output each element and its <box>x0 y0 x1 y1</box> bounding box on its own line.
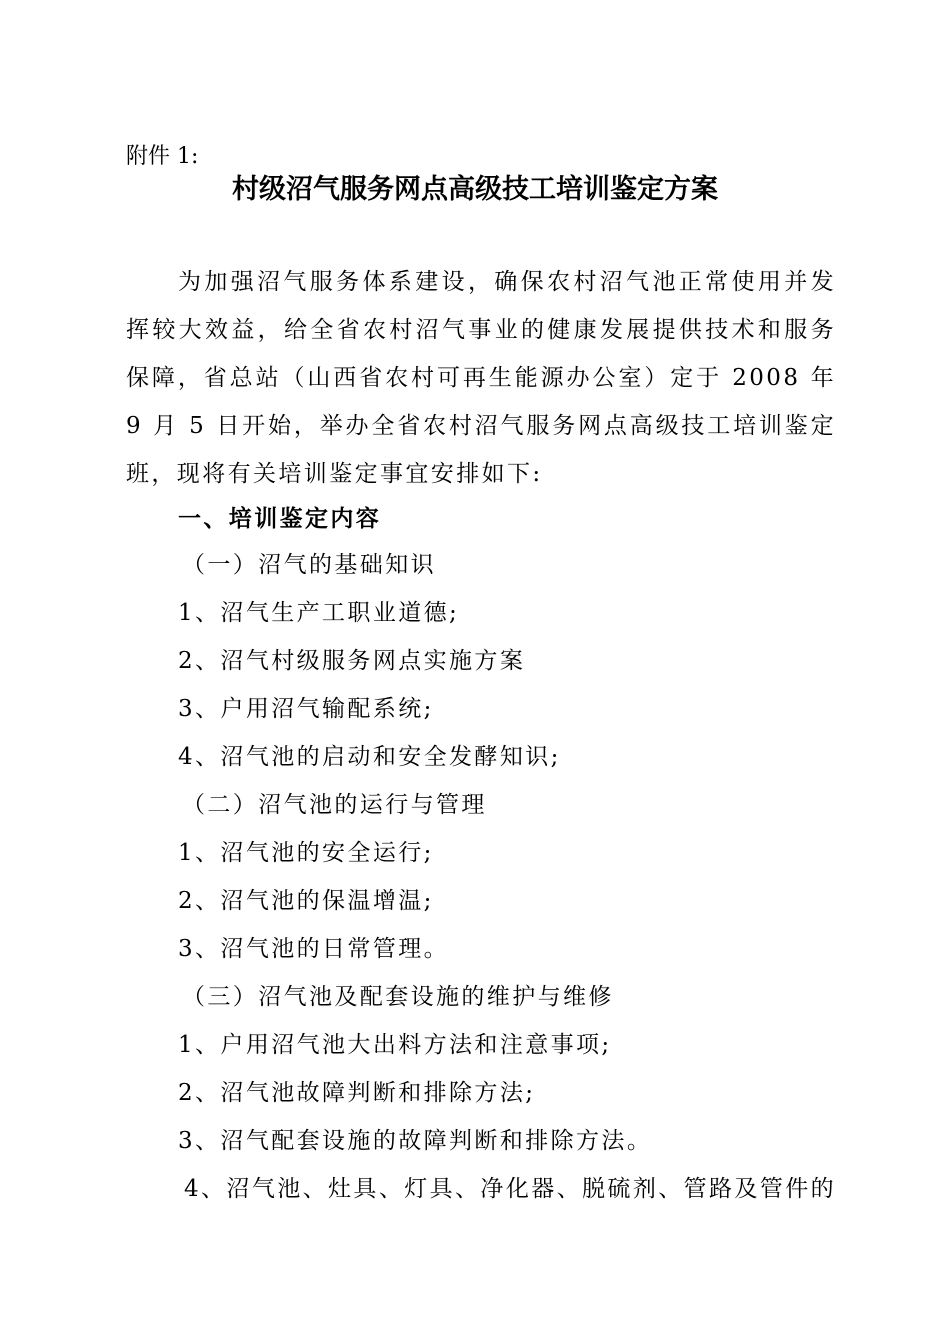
list-item: 1、户用沼气池大出料方法和注意事项; <box>178 1032 612 1058</box>
list-item: 2、沼气池的保温增温; <box>178 888 434 914</box>
list-item: 1、沼气生产工职业道德; <box>178 600 460 626</box>
subsection-heading-basics: （一）沼气的基础知识 <box>182 552 436 578</box>
list-item: 1、沼气池的安全运行; <box>178 840 434 866</box>
list-item: 4、沼气池的启动和安全发酵知识; <box>178 744 561 770</box>
section-heading-training-content: 一、培训鉴定内容 <box>178 505 382 532</box>
list-item: 4、沼气池、灶具、灯具、净化器、脱硫剂、管路及管件的 <box>184 1176 837 1202</box>
list-item: 2、沼气村级服务网点实施方案 <box>178 648 526 674</box>
list-item: 3、户用沼气输配系统; <box>178 696 434 722</box>
list-item: 2、沼气池故障判断和排除方法; <box>178 1080 536 1106</box>
intro-paragraph: 为加强沼气服务体系建设，确保农村沼气池正常使用并发挥较大效益，给全省农村沼气事业的健康发展提供技术和服务保障，省总站（山西省农村可再生能源办公室）定于 2008 年 9 月 5 日开始，举办全省农村沼气服务网点高级技工培训鉴定班，现将有关培训鉴定事宜安排如下: <box>126 269 836 487</box>
subsection-heading-maintenance: （三）沼气池及配套设施的维护与维修 <box>182 984 614 1010</box>
list-item: 3、沼气配套设施的故障判断和排除方法。 <box>178 1128 653 1154</box>
document-title: 村级沼气服务网点高级技工培训鉴定方案 <box>232 174 718 205</box>
subsection-heading-operation: （二）沼气池的运行与管理 <box>182 792 487 818</box>
list-item: 3、沼气池的日常管理。 <box>178 936 450 962</box>
attachment-label: 附件 1: <box>126 144 199 169</box>
